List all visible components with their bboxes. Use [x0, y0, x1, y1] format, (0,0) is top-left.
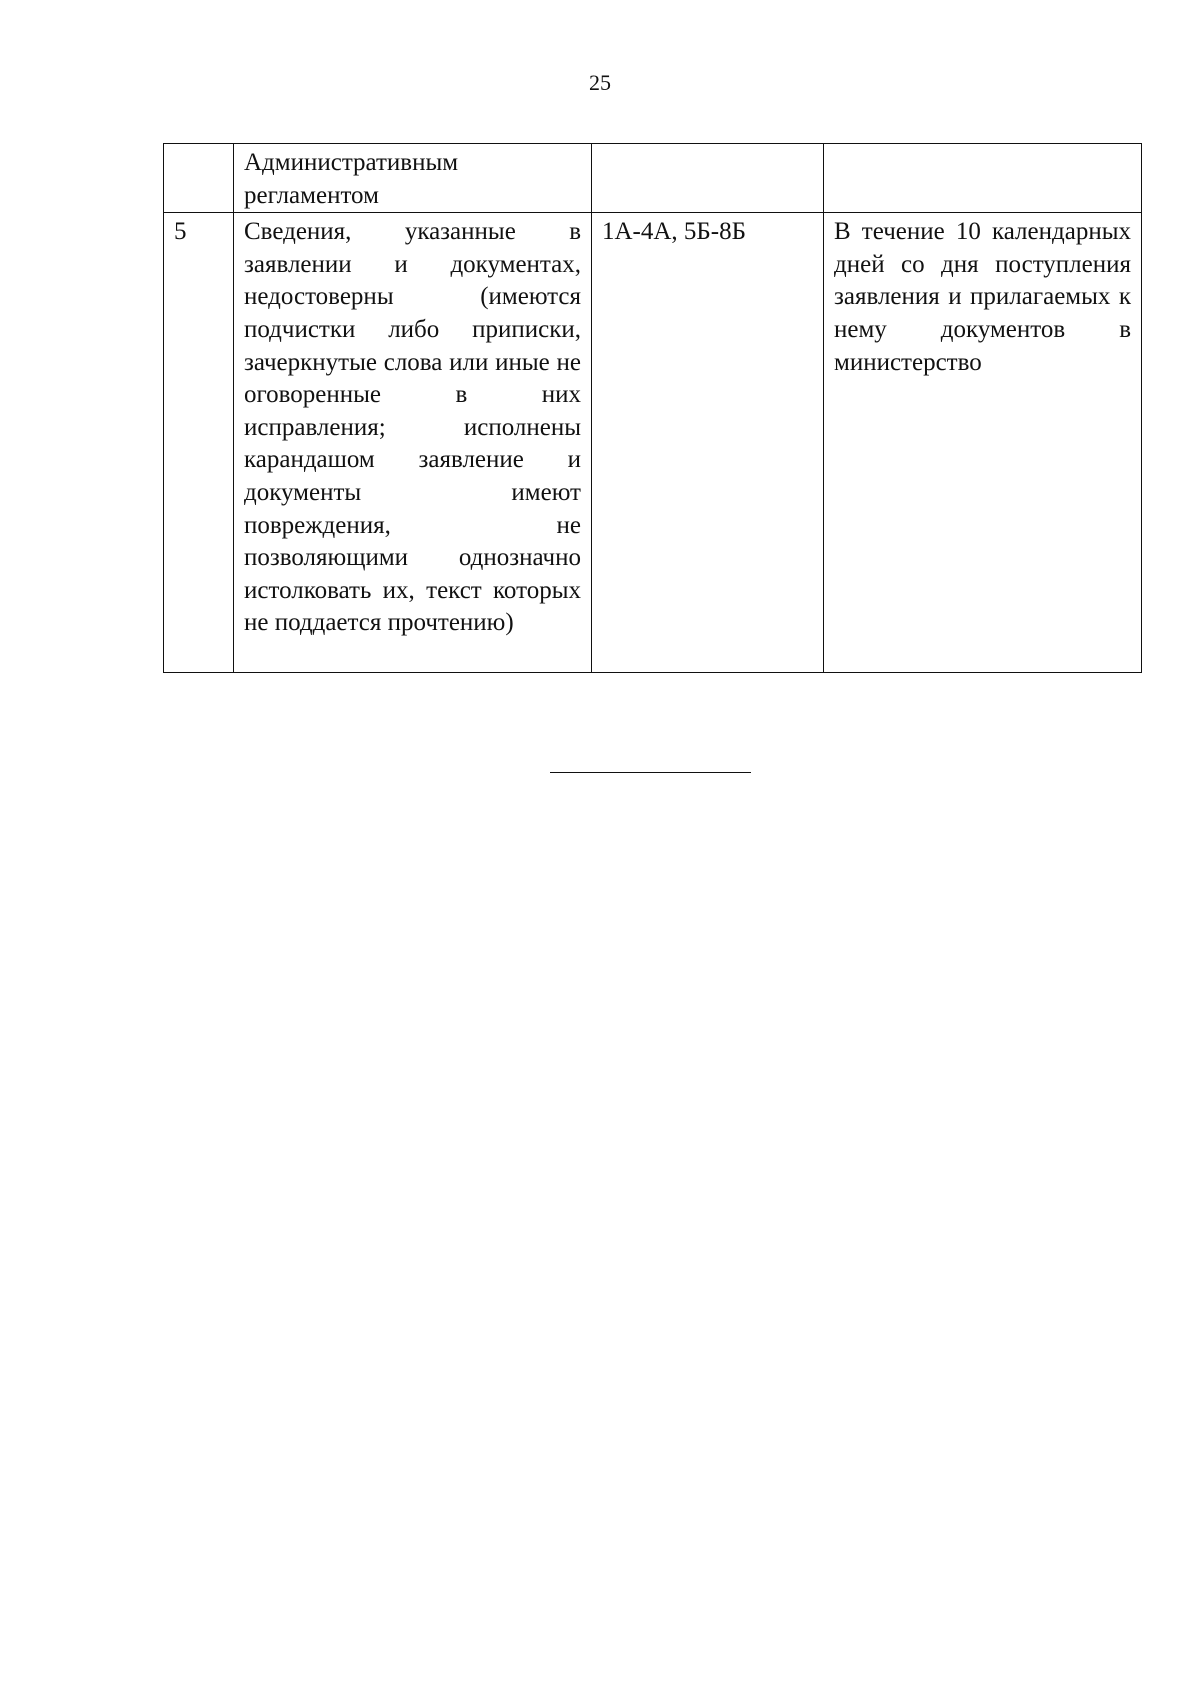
end-of-document-rule [550, 772, 751, 773]
table-row [164, 144, 1142, 213]
refusal-grounds-table [163, 143, 1142, 673]
cell-term [824, 144, 1142, 213]
cell-documents: 1А-4А, 5Б-8Б [592, 213, 824, 673]
page-number: 25 [589, 70, 611, 95]
cell-number [164, 144, 234, 213]
cell-term: В течение 10 календарных дней со дня поступления заявления и прилагаемых к нему документов в министерство [824, 213, 1142, 673]
cell-reason: Сведения, указанные в заявлении и документах, недостоверны (имеются подчистки либо приписки, зачеркнутые слова или иные не оговоренные в них исправления; исполнены карандашом заявление и документы имеют повреждения, не позволяющими однозначно истолковать их, текст которых не поддается прочтению) [234, 213, 592, 673]
cell-number: 5 [164, 213, 234, 673]
table-row [164, 213, 1142, 673]
cell-reason: Административным регламентом [234, 144, 592, 213]
cell-documents [592, 144, 824, 213]
